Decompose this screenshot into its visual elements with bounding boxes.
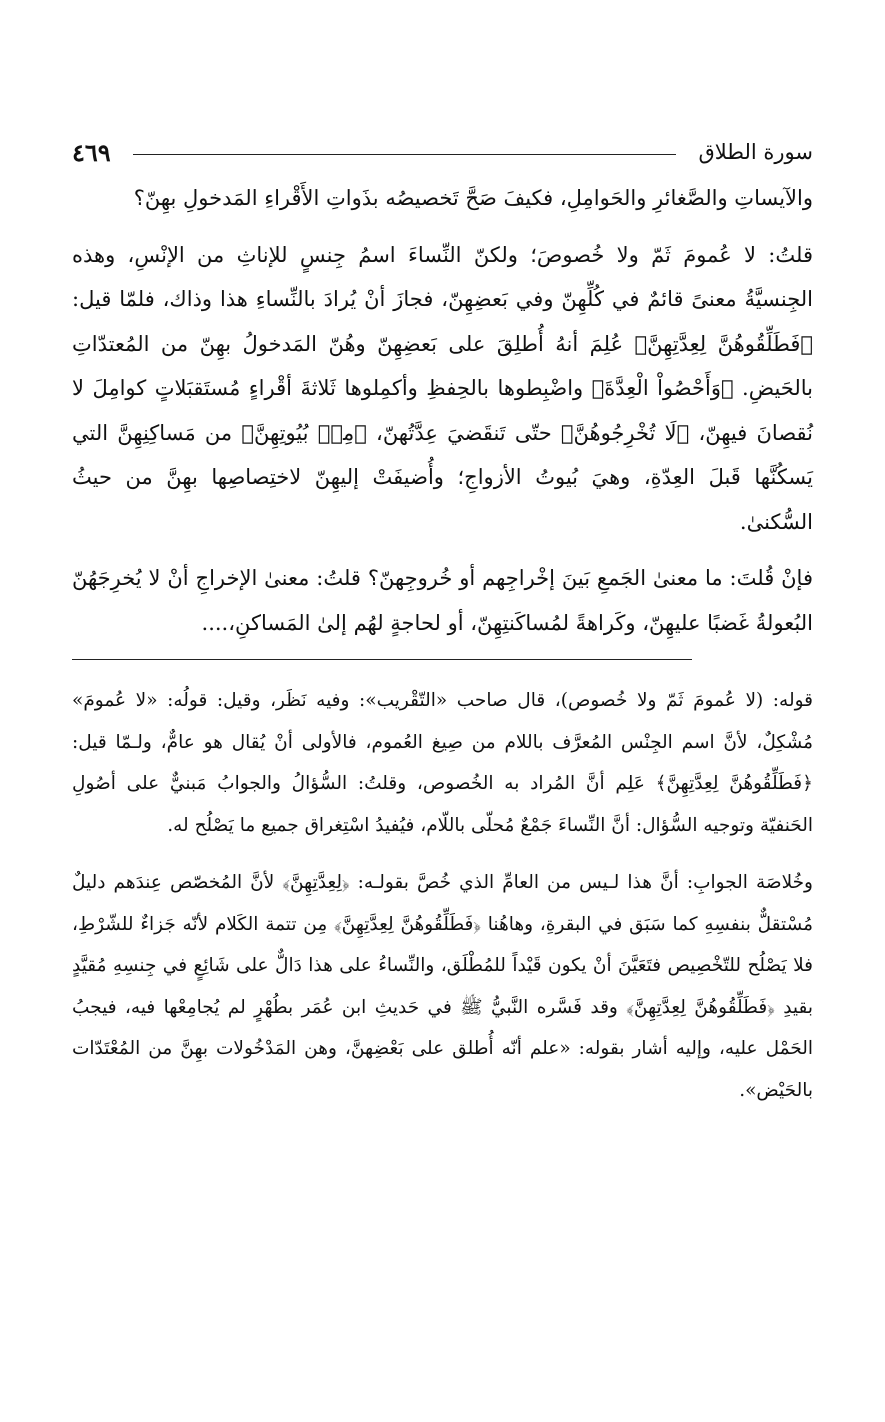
running-head bbox=[72, 130, 813, 174]
main-paragraph: فإنْ قُلتَ: ما معنىٰ الجَمعِ بَينَ إخْراجِهم أو خُروجِهنّ؟ قلتُ: معنىٰ الإخراجِ أنْ لا يُخرِجَهُنّ البُعولةُ غَضبًا عليهِنّ، وكَراهةً لمُساكَنتِهِنّ، أو لحاجةٍ لهُم إلىٰ المَساكنِ،.... bbox=[72, 566, 813, 635]
footnote-divider bbox=[72, 659, 692, 660]
surah-title: سورة الطلاق bbox=[698, 140, 813, 164]
book-page bbox=[72, 130, 813, 1111]
commentary-notes bbox=[72, 680, 813, 1111]
main-paragraph: قلتُ: لا عُمومَ ثَمّ ولا خُصوصَ؛ ولكنّ النِّساءَ اسمُ جِنسٍ للإناثِ من الإنْسِ، وهذه الجِنسيَّةُ معنىً قائمٌ في كُلِّهِنّ وفي بَعضِهِنّ، فجازَ أنْ يُرادَ بالنِّساءِ هذا وذاك، فلمّا قيل: ﴿فَطَلِّقُوهُنَّ لِعِدَّتِهِنَّ﴾ عُلِمَ أنهُ أُطلِقَ على بَعضِهِنّ وهُنّ المَدخولُ بهِنّ من المُعتدّاتِ بالحَيضِ. ﴿وَأَحْصُواْ الْعِدَّةَ﴾ واضْبِطوها بالحِفظِ وأكمِلوها ثَلاثةَ أقْراءٍ مُستَقبَلاتٍ كوامِلَ لا نُقصانَ فيهِنّ، ﴿لَا تُخْرِجُوهُنَّ﴾ حتّى تَنقَضيَ عِدَّتُهنّ، ﴿مِنۢ بُيُوتِهِنَّ﴾ من مَساكِنِهِنَّ التي يَسكُنَّها قَبلَ العِدّةِ، وهيَ بُيوتُ الأزواجِ؛ وأُضيفَتْ إليهِنّ لاختِصاصِها بهِنَّ من حيثُ السُّكنىٰ. bbox=[72, 242, 813, 534]
note-paragraph: وخُلاصَة الجوابِ: أنَّ هذا لـيس من العامِّ الذي خُصَّ بقولـه: ﴿لِعِدَّتِهِنَّ﴾ لأنَّ المُخصّص عِندَهم دليلٌ مُسْتقلٌّ بنفسِهِ كما سَبَق في البقرةِ، وهاهُنا ﴿فَطَلِّقُوهُنَّ لِعِدَّتِهِنَّ﴾ مِن تتمة الكَلام لأنّه جَزاءٌ للشّرْطِ، فلا يَصْلُح للتّخْصِيص فتَعَيَّنَ أنْ يكون قَيْداً للمُطْلَق، والنِّساءُ على هذا دَالٌّ على شَائِعٍ في جِنسِهِ مُقيَّدٍ بقيدِ ﴿فَطَلِّقُوهُنَّ لِعِدَّتِهِنَّ﴾ وقد فَسَّره النَّبيُّ ﷺ في حَديثِ ابن عُمَر بطُهْرٍ لم يُجامِعْها فيه، فيجبُ الحَمْل عليه، وإليه أشار بقوله: «علم أنّه أُطلق على بَعْضِهنَّ، وهن المَدْخُولات بهِنَّ من المُعْتَدّات بالحَيْض». bbox=[72, 872, 813, 1101]
header-rule bbox=[133, 154, 677, 155]
page-number: ٤٦٩ bbox=[72, 137, 111, 167]
main-paragraph: والآيساتِ والصَّغائرِ والحَوامِلِ، فكيفَ صَحَّ تَخصيصُه بذَواتِ الأَقْراءِ المَدخولِ بهِنّ؟ bbox=[133, 186, 813, 210]
note-paragraph: قوله: (لا عُمومَ ثَمّ ولا خُصوص)، قال صاحب «التّقْريب»: وفيه نَظَر، وقيل: قولُه: «لا عُمومَ» مُشْكِلٌ، لأنَّ اسم الجِنْس المُعرَّف باللام من صِيغ العُموم، فالأولى أنْ يُقال هو عامٌّ، ولـمّا قيل: ﴿فَطَلِّقُوهُنَّ لِعِدَّتِهِنَّ﴾ عَلِم أنَّ المُراد به الخُصوص، وقلتُ: السُّؤالُ والجوابُ مَبنيٌّ على أصُولِ الحَنفيّة وتوجيه السُّؤال: أنَّ النِّساءَ جَمْعٌ مُحلّى باللّام، فيُفيدُ اسْتِغراق جميع ما يَصْلُح له. bbox=[72, 690, 813, 836]
main-text bbox=[72, 176, 813, 645]
